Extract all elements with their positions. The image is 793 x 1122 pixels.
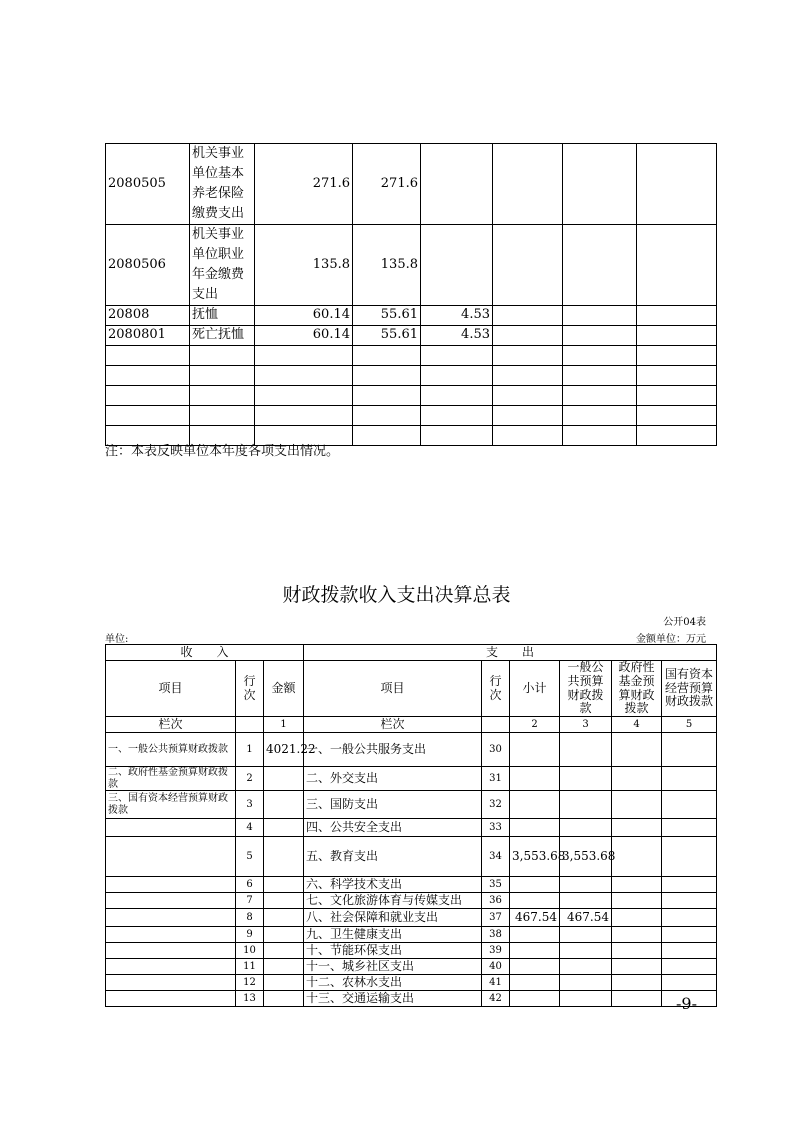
gov-fund-value (612, 991, 662, 1007)
expense-line: 41 (482, 975, 510, 991)
col-line: 行次 (482, 661, 510, 717)
income-amount (264, 927, 304, 943)
gov-fund-value (612, 837, 662, 877)
col-number: 4 (612, 717, 662, 733)
income-amount (264, 791, 304, 819)
empty-row (106, 386, 717, 406)
income-amount (264, 991, 304, 1007)
income-line: 2 (236, 767, 264, 791)
expense-line: 42 (482, 991, 510, 1007)
income-item (106, 959, 236, 975)
general-budget-value (560, 733, 612, 767)
table-row (106, 893, 717, 909)
state-capital-value (662, 975, 717, 991)
state-capital-value (662, 819, 717, 837)
row-value: 60.14 (255, 306, 353, 326)
expense-item: 十、节能环保支出 (304, 943, 482, 959)
col-number: 1 (264, 717, 304, 733)
col-line: 行次 (236, 661, 264, 717)
income-item (106, 975, 236, 991)
expense-header: 支 出 (304, 645, 717, 661)
gov-fund-value (612, 819, 662, 837)
subtotal-value (510, 975, 560, 991)
gov-fund-value (612, 909, 662, 927)
row-name: 抚恤 (190, 306, 255, 326)
general-budget-value: 3,553.68 (560, 837, 612, 877)
row-value (421, 144, 493, 225)
table-row (106, 306, 717, 326)
row-value: 271.6 (353, 144, 421, 225)
expense-item: 六、科学技术支出 (304, 877, 482, 893)
gov-fund-value (612, 791, 662, 819)
subtotal-value (510, 733, 560, 767)
income-line: 5 (236, 837, 264, 877)
table-row (106, 943, 717, 959)
expense-line: 35 (482, 877, 510, 893)
income-item (106, 943, 236, 959)
expense-line: 39 (482, 943, 510, 959)
expense-line: 33 (482, 819, 510, 837)
income-line: 13 (236, 991, 264, 1007)
income-item (106, 893, 236, 909)
subtotal-value (510, 927, 560, 943)
unit-label: 单位: (105, 634, 129, 645)
income-item (106, 819, 236, 837)
expense-item: 十三、交通运输支出 (304, 991, 482, 1007)
state-capital-value (662, 927, 717, 943)
income-amount (264, 819, 304, 837)
income-amount (264, 959, 304, 975)
general-budget-value (560, 877, 612, 893)
row-code: 2080801 (106, 326, 190, 346)
table-row (106, 767, 717, 791)
general-budget-value (560, 767, 612, 791)
row-value: 4.53 (421, 306, 493, 326)
table-row (106, 819, 717, 837)
col-state-capital: 国有资本经营预算财政拨款 (662, 661, 717, 717)
subtotal-value (510, 991, 560, 1007)
col-subtotal: 小计 (510, 661, 560, 717)
table-row (106, 909, 717, 927)
income-line: 4 (236, 819, 264, 837)
income-line: 6 (236, 877, 264, 893)
row-code: 2080505 (106, 144, 190, 225)
expense-item: 八、社会保障和就业支出 (304, 909, 482, 927)
subtotal-value (510, 877, 560, 893)
income-amount (264, 837, 304, 877)
general-budget-value: 467.54 (560, 909, 612, 927)
col-amount: 金额 (264, 661, 304, 717)
table-row (106, 326, 717, 346)
income-item: 二、政府性基金预算财政拨款 (106, 767, 236, 791)
row-name: 机关事业单位职业年金缴费支出 (190, 225, 255, 306)
income-amount (264, 975, 304, 991)
table-row (106, 877, 717, 893)
income-line: 1 (236, 733, 264, 767)
state-capital-value (662, 943, 717, 959)
gov-fund-value (612, 767, 662, 791)
subtotal-value (510, 959, 560, 975)
income-line: 11 (236, 959, 264, 975)
table-row (106, 991, 717, 1007)
subtotal-value (510, 819, 560, 837)
income-line: 9 (236, 927, 264, 943)
expense-item: 七、文化旅游体育与传媒支出 (304, 893, 482, 909)
income-item (106, 991, 236, 1007)
state-capital-value (662, 909, 717, 927)
expense-item: 十二、农林水支出 (304, 975, 482, 991)
expense-line: 32 (482, 791, 510, 819)
table-row (106, 144, 717, 225)
income-item (106, 837, 236, 877)
row-name: 机关事业单位基本养老保险缴费支出 (190, 144, 255, 225)
expense-item: 四、公共安全支出 (304, 819, 482, 837)
expense-line: 34 (482, 837, 510, 877)
subtotal-value (510, 791, 560, 819)
col-general-budget: 一般公共预算财政拨款 (560, 661, 612, 717)
subtotal-value: 3,553.68 (510, 837, 560, 877)
state-capital-value (662, 877, 717, 893)
row-value (421, 225, 493, 306)
form-code: 公开04表 (663, 617, 706, 628)
table-row (106, 791, 717, 819)
expense-line: 30 (482, 733, 510, 767)
row-value: 55.61 (353, 306, 421, 326)
income-item: 一、一般公共预算财政拨款 (106, 733, 236, 767)
income-item (106, 877, 236, 893)
expense-line: 38 (482, 927, 510, 943)
row-code: 20808 (106, 306, 190, 326)
col-number: 3 (560, 717, 612, 733)
income-line: 12 (236, 975, 264, 991)
table-row (106, 733, 717, 767)
state-capital-value (662, 893, 717, 909)
col-item: 项目 (304, 661, 482, 717)
expense-line: 37 (482, 909, 510, 927)
expense-item: 九、卫生健康支出 (304, 927, 482, 943)
income-item: 三、国有资本经营预算财政拨款 (106, 791, 236, 819)
empty-row (106, 346, 717, 366)
row-value: 271.6 (255, 144, 353, 225)
income-header: 收 入 (106, 645, 304, 661)
expense-item: 一、一般公共服务支出 (304, 733, 482, 767)
expense-item: 五、教育支出 (304, 837, 482, 877)
general-budget-value (560, 943, 612, 959)
col-item: 项目 (106, 661, 236, 717)
income-item (106, 909, 236, 927)
currency-unit: 金额单位：万元 (636, 634, 706, 645)
expense-line: 36 (482, 893, 510, 909)
expense-item: 三、国防支出 (304, 791, 482, 819)
income-line: 10 (236, 943, 264, 959)
page-title: 财政拨款收入支出决算总表 (282, 584, 511, 606)
income-line: 3 (236, 791, 264, 819)
income-amount (264, 767, 304, 791)
col-number: 5 (662, 717, 717, 733)
subtotal-value (510, 943, 560, 959)
general-budget-value (560, 975, 612, 991)
table-row (106, 927, 717, 943)
gov-fund-value (612, 893, 662, 909)
expense-item: 二、外交支出 (304, 767, 482, 791)
general-budget-value (560, 927, 612, 943)
subtotal-value (510, 893, 560, 909)
income-amount (264, 893, 304, 909)
general-budget-value (560, 991, 612, 1007)
page-number: -9- (676, 994, 697, 1013)
row-value: 4.53 (421, 326, 493, 346)
table-row (106, 837, 717, 877)
general-budget-value (560, 791, 612, 819)
gov-fund-value (612, 733, 662, 767)
income-line: 8 (236, 909, 264, 927)
row-name: 死亡抚恤 (190, 326, 255, 346)
income-amount (264, 943, 304, 959)
gov-fund-value (612, 927, 662, 943)
income-amount (264, 877, 304, 893)
state-capital-value (662, 959, 717, 975)
general-budget-value (560, 893, 612, 909)
expense-line: 31 (482, 767, 510, 791)
income-item (106, 927, 236, 943)
general-budget-value (560, 959, 612, 975)
state-capital-value (662, 837, 717, 877)
expense-line: 40 (482, 959, 510, 975)
fiscal-summary-table (105, 644, 717, 1007)
row-value: 55.61 (353, 326, 421, 346)
income-line: 7 (236, 893, 264, 909)
gov-fund-value (612, 877, 662, 893)
row-value: 135.8 (353, 225, 421, 306)
empty-row (106, 366, 717, 386)
expense-item: 十一、城乡社区支出 (304, 959, 482, 975)
state-capital-value (662, 733, 717, 767)
state-capital-value (662, 767, 717, 791)
general-budget-value (560, 819, 612, 837)
empty-row (106, 406, 717, 426)
subtotal-value (510, 767, 560, 791)
row-value: 135.8 (255, 225, 353, 306)
table-row (106, 959, 717, 975)
col-gov-fund: 政府性基金预算财政拨款 (612, 661, 662, 717)
gov-fund-value (612, 943, 662, 959)
table-row (106, 225, 717, 306)
income-amount: 4021.22 (264, 733, 304, 767)
col-number: 2 (510, 717, 560, 733)
col-index: 栏次 (106, 717, 236, 733)
gov-fund-value (612, 959, 662, 975)
table-row (106, 975, 717, 991)
col-index: 栏次 (304, 717, 482, 733)
subtotal-value: 467.54 (510, 909, 560, 927)
state-capital-value (662, 791, 717, 819)
gov-fund-value (612, 975, 662, 991)
expense-detail-table (105, 143, 717, 446)
row-value: 60.14 (255, 326, 353, 346)
income-amount (264, 909, 304, 927)
row-code: 2080506 (106, 225, 190, 306)
table-note: 注：本表反映单位本年度各项支出情况。 (105, 444, 340, 459)
